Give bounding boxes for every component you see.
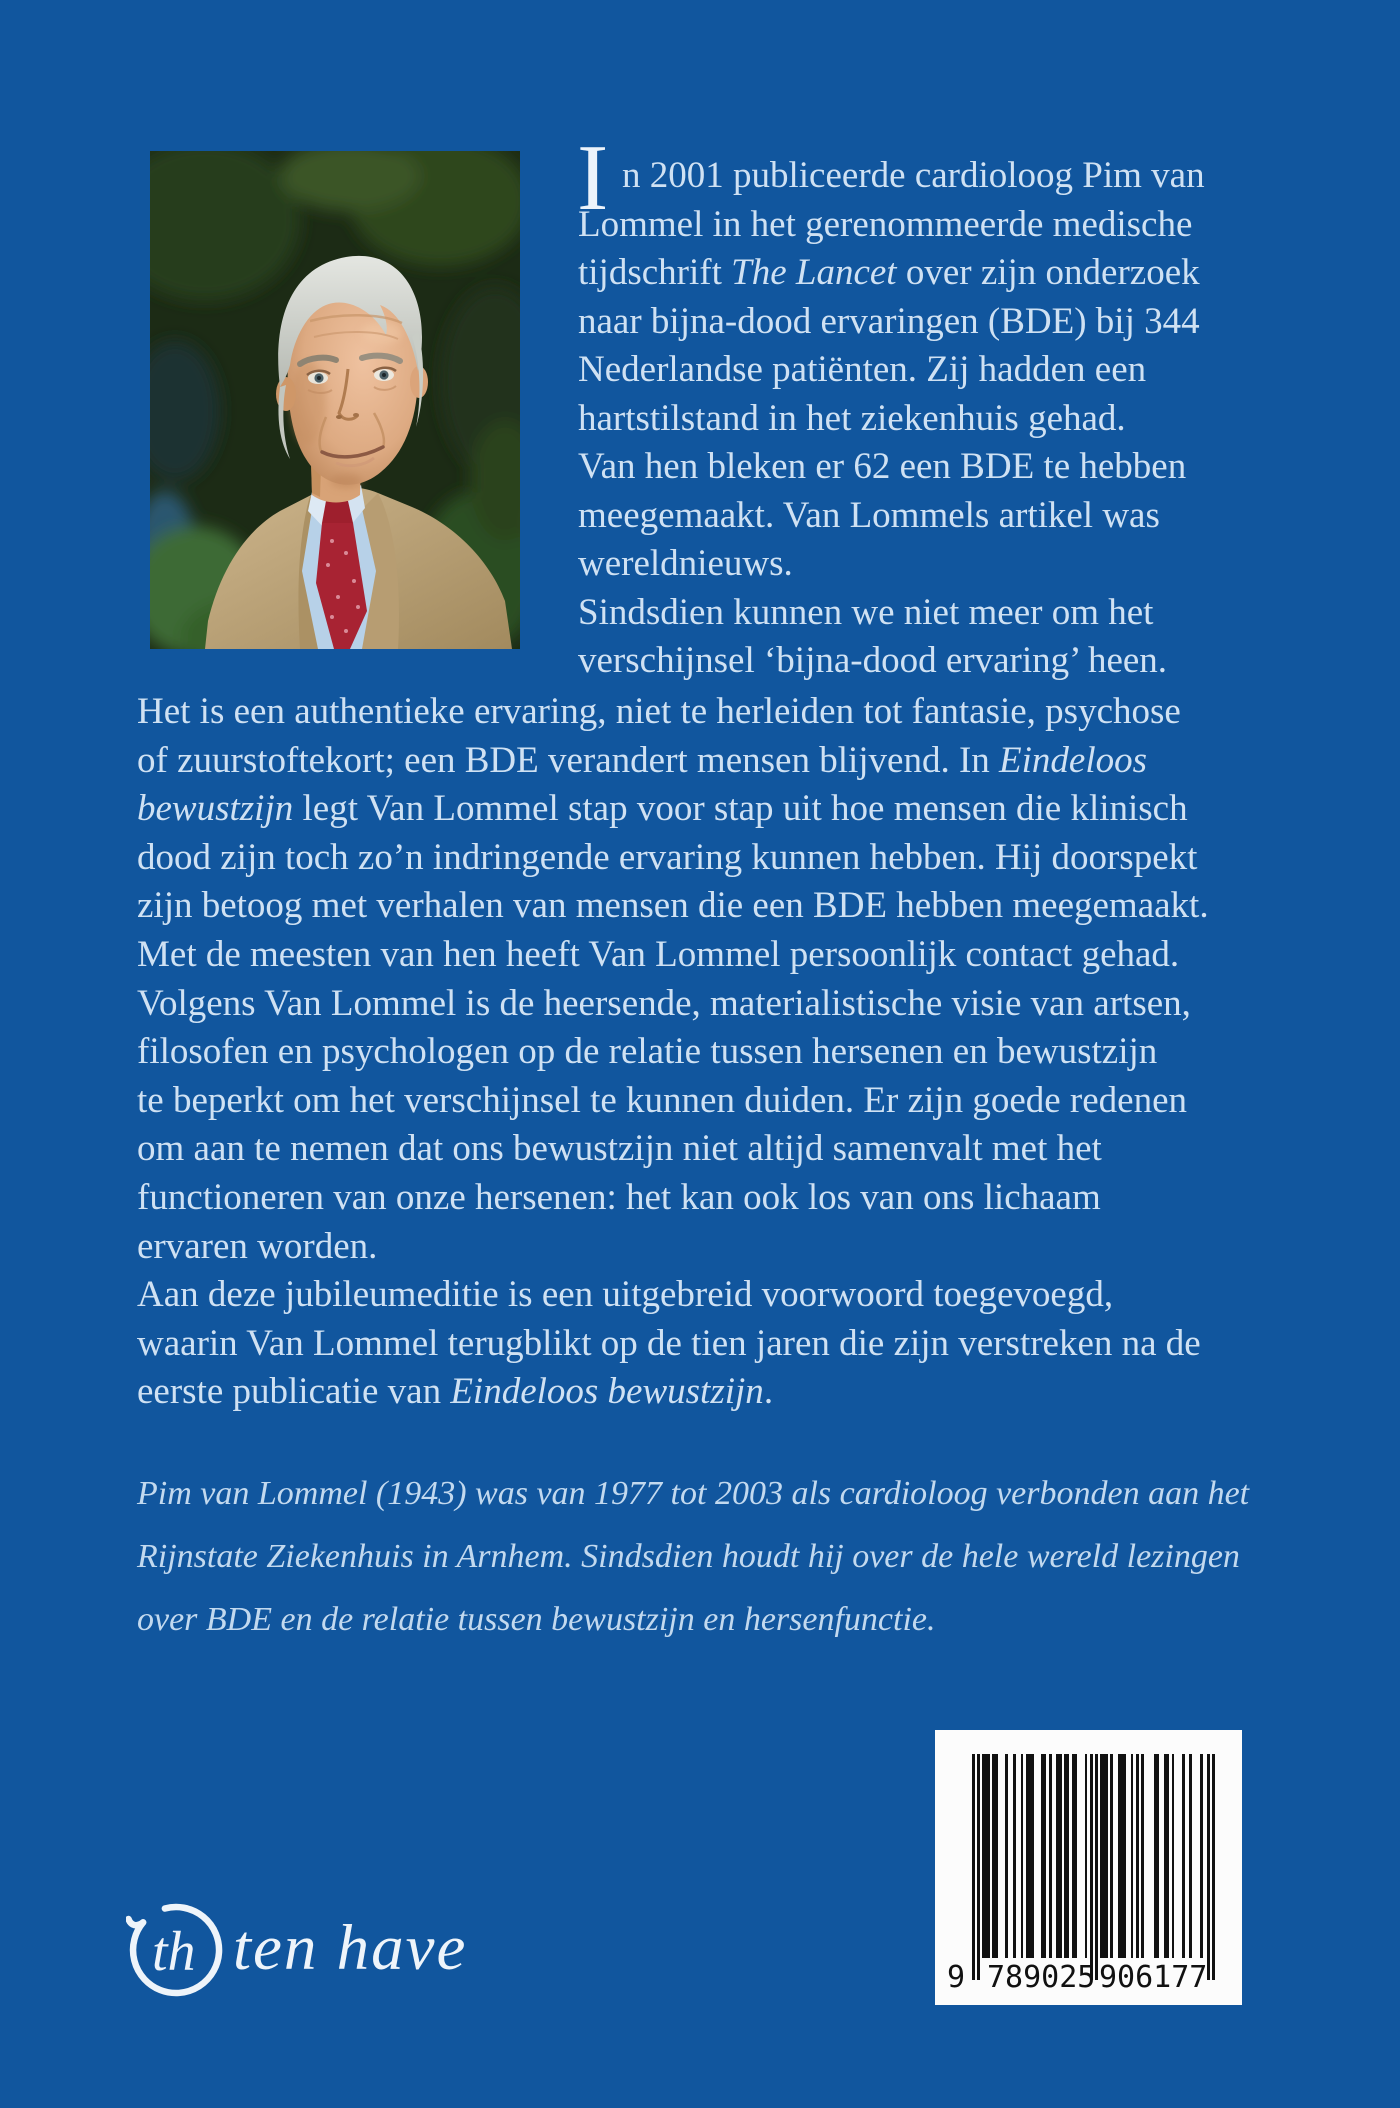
barcode-bar xyxy=(1031,1754,1034,1958)
barcode-bar xyxy=(1123,1754,1126,1958)
text-line: Volgens Van Lommel is de heersende, materialistische visie van artsen, xyxy=(137,982,1191,1024)
text-line: dood zijn toch zo’n indringende ervaring kunnen hebben. Hij doorspekt xyxy=(137,836,1198,878)
barcode-bar xyxy=(1182,1754,1185,1958)
barcode-digit-group: 789025 xyxy=(987,1960,1096,1995)
barcode-bar xyxy=(1049,1754,1052,1958)
barcode-bar xyxy=(1141,1754,1144,1958)
barcode xyxy=(935,1730,1242,2005)
barcode-bar xyxy=(977,1754,980,1980)
intro-paragraph xyxy=(578,152,1205,686)
barcode-bar xyxy=(1095,1754,1098,1980)
barcode-bar xyxy=(1212,1754,1215,1980)
body-paragraph xyxy=(137,688,1209,1417)
author-bio-paragraph xyxy=(137,1462,1249,1651)
barcode-bar xyxy=(972,1754,975,1980)
text-line: hartstilstand in het ziekenhuis gehad. xyxy=(578,397,1126,439)
th-monogram: th xyxy=(152,1921,196,1983)
text-line: of zuurstoftekort; een BDE verandert mensen blijvend. In Eindeloos xyxy=(137,739,1148,781)
text-line: meegemaakt. Van Lommels artikel was xyxy=(578,494,1160,536)
barcode-bar xyxy=(1013,1754,1016,1958)
text-line: Het is een authentieke ervaring, niet te herleiden tot fantasie, psychose xyxy=(137,691,1181,732)
barcode-bars xyxy=(972,1754,1215,1980)
barcode-bar xyxy=(1105,1754,1108,1958)
barcode-bar xyxy=(1044,1754,1047,1958)
text-line: wereldnieuws. xyxy=(578,543,793,584)
barcode-bar xyxy=(1074,1754,1077,1958)
drop-cap: I xyxy=(577,126,609,230)
barcode-bar xyxy=(1021,1754,1024,1958)
barcode-bar xyxy=(1059,1754,1062,1958)
barcode-bar xyxy=(1200,1754,1203,1958)
barcode-bar xyxy=(1131,1754,1134,1958)
text-line: n 2001 publiceerde cardioloog Pim van xyxy=(622,155,1205,196)
text-line: naar bijna-dood ervaringen (BDE) bij 344 xyxy=(578,300,1200,342)
text-line: Lommel in het gerenommeerde medische xyxy=(578,203,1193,245)
text-line: bewustzijn legt Van Lommel stap voor stap uit hoe mensen die klinisch xyxy=(137,788,1188,830)
barcode-bar xyxy=(1156,1754,1159,1958)
publisher-name: ten have xyxy=(233,1912,468,1984)
barcode-bar xyxy=(1172,1754,1175,1958)
barcode-bar xyxy=(1110,1754,1113,1958)
barcode-bar xyxy=(1005,1754,1008,1958)
barcode-bar xyxy=(1090,1754,1093,1980)
text-line: waarin Van Lommel terugblikt op de tien jaren die zijn verstreken na de xyxy=(137,1322,1201,1364)
text-line: zijn betoog met verhalen van mensen die een BDE hebben meegemaakt. xyxy=(137,885,1209,927)
barcode-bar xyxy=(1067,1754,1070,1958)
barcode-bar xyxy=(1136,1754,1139,1958)
text-line: Met de meesten van hen heeft Van Lommel persoonlijk contact gehad. xyxy=(137,933,1180,975)
ten-have-logo-icon xyxy=(126,1896,226,2004)
text-line: Nederlandse patiënten. Zij hadden een xyxy=(578,349,1147,390)
barcode-bar xyxy=(1085,1754,1088,1958)
text-line: Aan deze jubileumeditie is een uitgebreid voorwoord toegevoegd, xyxy=(137,1274,1114,1316)
text-line: eerste publicatie van Eindeloos bewustzijn. xyxy=(137,1371,774,1413)
text-line: functioneren van onze hersenen: het kan ook los van ons lichaam xyxy=(137,1176,1101,1218)
text-line: over BDE en de relatie tussen bewustzijn en hersenfunctie. xyxy=(137,1601,936,1638)
text-line: Rijnstate Ziekenhuis in Arnhem. Sindsdien houdt hij over de hele wereld lezingen xyxy=(137,1538,1240,1575)
text-line: te beperkt om het verschijnsel te kunnen duiden. Er zijn goede redenen xyxy=(137,1079,1188,1121)
barcode-bar xyxy=(1207,1754,1210,1980)
barcode-digit-group: 9 xyxy=(947,1960,966,1995)
text-line: filosofen en psychologen op de relatie tussen hersenen en bewustzijn xyxy=(137,1031,1158,1073)
text-line: Van hen bleken er 62 een BDE te hebben xyxy=(578,446,1187,487)
text-line: verschijnsel ‘bijna-dood ervaring’ heen. xyxy=(578,640,1168,681)
barcode-number xyxy=(935,1960,1242,2000)
barcode-bar xyxy=(1166,1754,1169,1958)
text-line: Sindsdien kunnen we niet meer om het xyxy=(578,591,1154,633)
barcode-bar xyxy=(987,1754,990,1958)
author-photo xyxy=(150,151,520,649)
barcode-bar xyxy=(1189,1754,1192,1958)
barcode-bar xyxy=(995,1754,998,1958)
text-line: Pim van Lommel (1943) was van 1977 tot 2003 als cardioloog verbonden aan het xyxy=(137,1475,1250,1512)
text-line: ervaren worden. xyxy=(137,1225,378,1267)
text-line: tijdschrift The Lancet over zijn onderzoek xyxy=(578,252,1200,293)
barcode-digit-group: 906177 xyxy=(1099,1960,1208,1995)
text-line: om aan te nemen dat ons bewustzijn niet altijd samenvalt met het xyxy=(137,1128,1102,1170)
